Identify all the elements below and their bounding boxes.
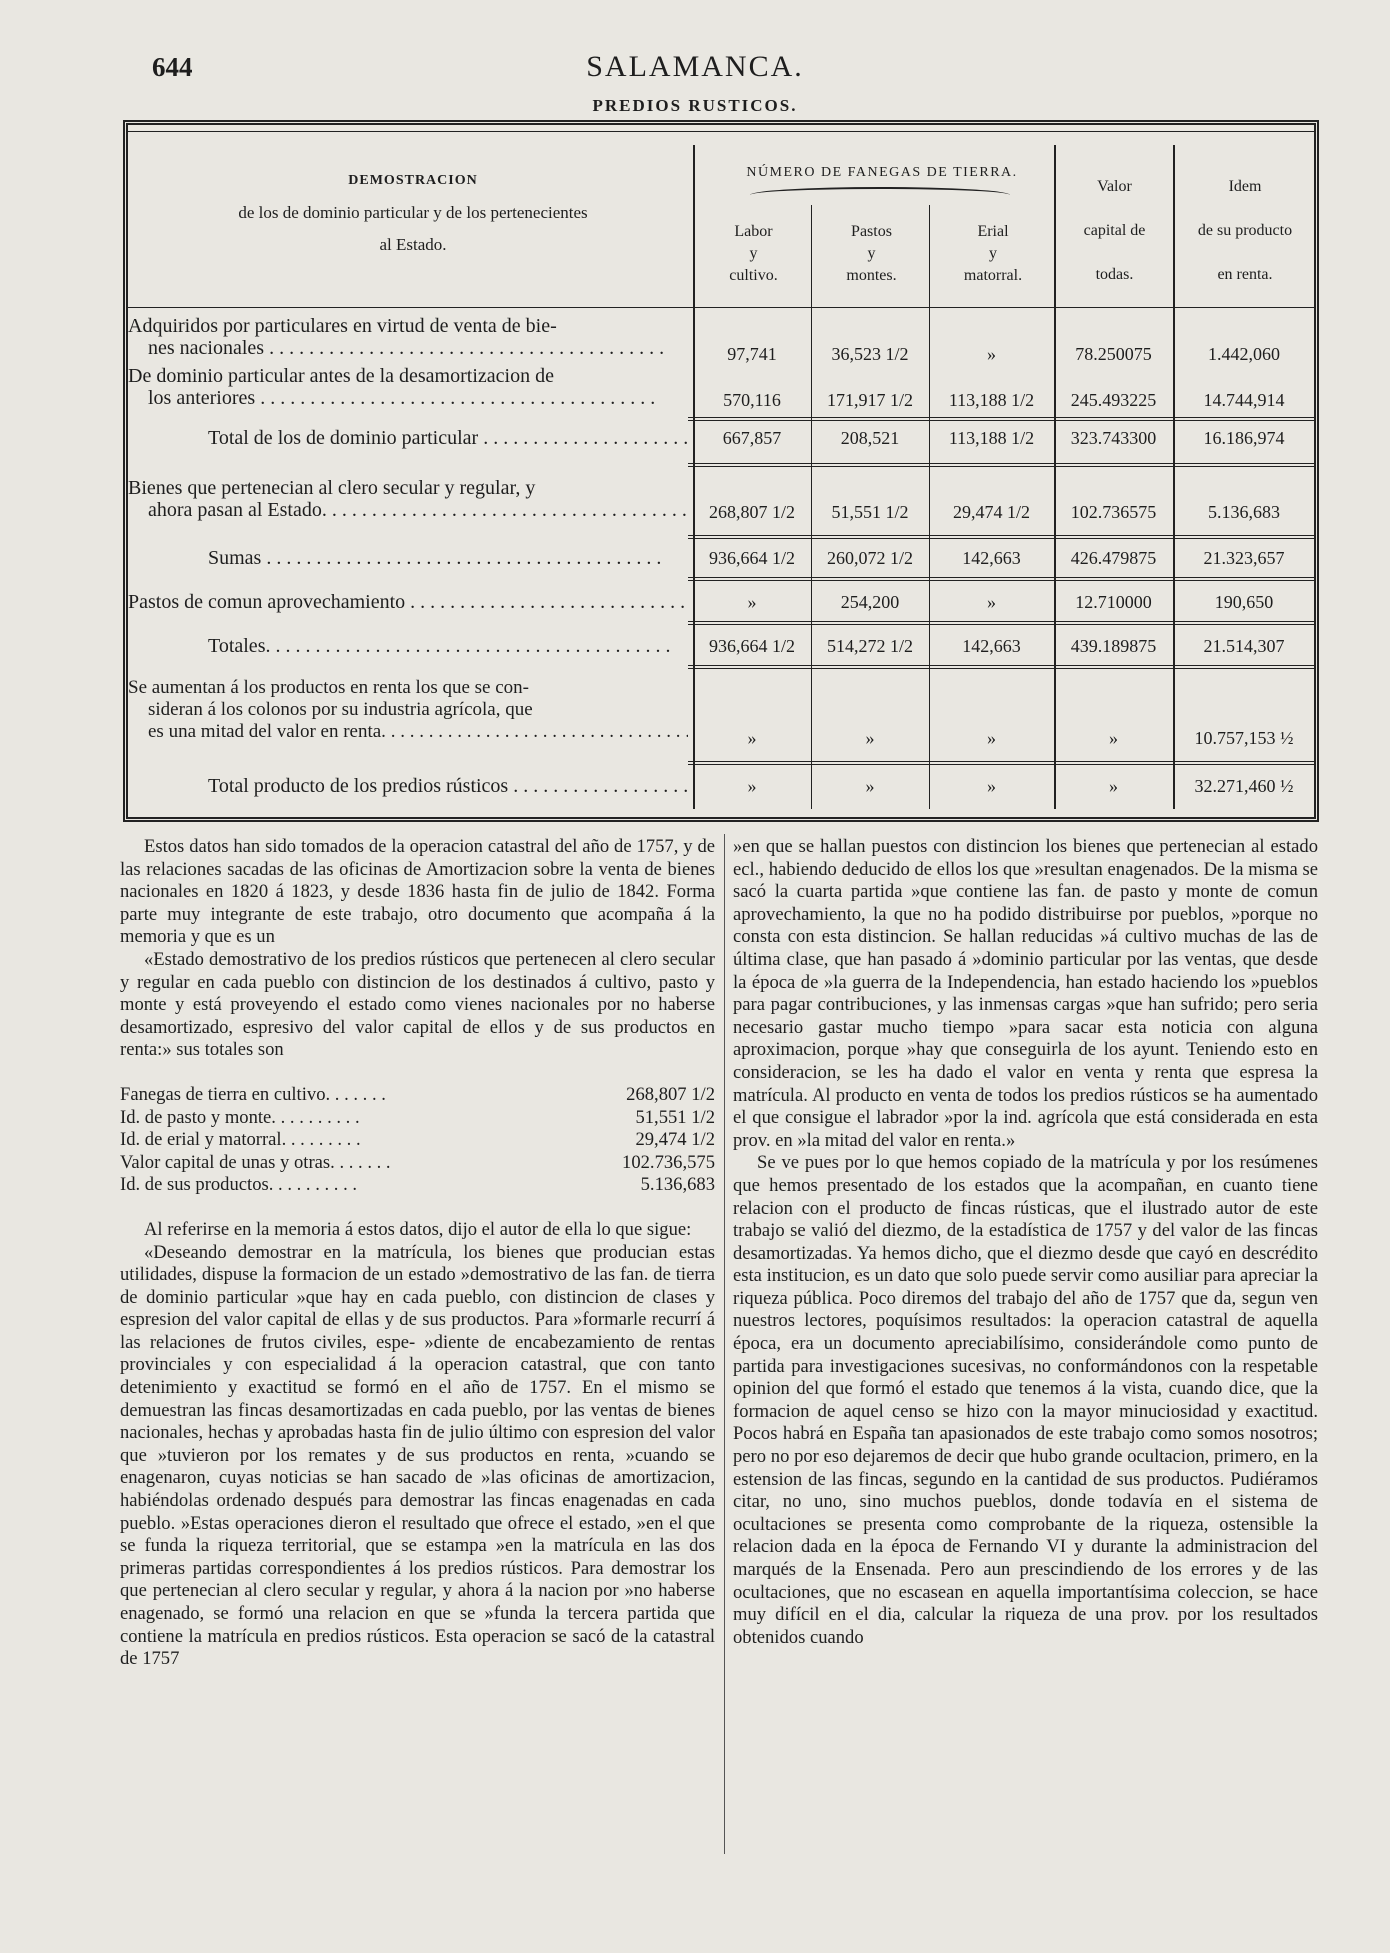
- row-label-line: sideran á los colonos por su industria agrícola, que: [148, 699, 533, 720]
- stat-value: 268,807 1/2: [626, 1083, 715, 1105]
- left-column: [120, 836, 715, 1671]
- cell-pastos: 254,200: [840, 592, 900, 612]
- cell-labor: 97,741: [727, 344, 777, 364]
- cell-renta: 1.442,060: [1208, 344, 1280, 364]
- header-erial-l3: matorral.: [963, 267, 1023, 284]
- row-label: [128, 547, 688, 569]
- cell-labor: 936,664 1/2: [708, 636, 795, 656]
- header-erial: [932, 221, 1054, 287]
- cell-pastos: 171,917 1/2: [826, 390, 913, 410]
- cell-labor: »: [747, 776, 757, 796]
- page-number: 644: [152, 52, 193, 82]
- cell-renta: 16.186,974: [1203, 428, 1285, 448]
- cell-valor: 12.710000: [1075, 592, 1152, 612]
- section-title: PREDIOS RUSTICOS.: [592, 96, 798, 115]
- header-demostracion: [138, 165, 688, 261]
- cell-labor: »: [747, 592, 757, 612]
- column-divider: [724, 834, 725, 1854]
- header-fanegas-group: NÚMERO DE FANEGAS DE TIERRA.: [746, 165, 1018, 180]
- cell-renta: 14.744,914: [1203, 390, 1285, 410]
- row-label: [128, 775, 688, 797]
- row-label-line: Se aumentan á los productos en renta los que se con-: [128, 677, 529, 698]
- cell-erial: »: [987, 776, 996, 796]
- stat-row: [120, 1129, 715, 1152]
- header-pastos-l2: y: [867, 245, 876, 262]
- stat-row: [120, 1107, 715, 1130]
- header-valor: [1056, 165, 1173, 297]
- header-erial-l1: Erial: [977, 223, 1009, 240]
- cell-pastos: »: [865, 776, 875, 796]
- row-rule: [688, 577, 1314, 581]
- cell-valor: 439.189875: [1070, 636, 1157, 656]
- cell-valor: »: [1109, 728, 1118, 748]
- row-rule: [688, 761, 1314, 765]
- table-row: [128, 427, 1314, 467]
- cell-valor: 102.736575: [1070, 502, 1157, 522]
- cell-valor: 245.493225: [1070, 390, 1157, 410]
- row-label: [128, 365, 688, 409]
- stat-label: Id. de erial y matorral. . . . . . . . .: [120, 1129, 361, 1151]
- row-label: [128, 315, 688, 359]
- cell-erial: 113,188 1/2: [948, 390, 1035, 410]
- stat-row: [120, 1084, 715, 1107]
- right-column: [733, 836, 1318, 1649]
- row-label-line: es una mitad del valor en renta.: [148, 721, 386, 742]
- header-pastos-l3: montes.: [846, 267, 897, 284]
- header-subtitle: de los de dominio particular y de los pertenecientes: [238, 203, 588, 222]
- row-label-line: nes nacionales: [148, 337, 265, 359]
- row-rule: [688, 463, 1314, 467]
- table-row: [128, 635, 1314, 675]
- row-label-line: Sumas: [208, 547, 262, 569]
- table-row: [128, 477, 1314, 527]
- cell-pastos: »: [865, 728, 875, 748]
- paragraph: «Estado demostrativo de los predios rústicos que pertenecen al clero secular y regular en cada pueblo con distincion de los destinados á cultivo, pasto y monte y está proveyendo el estado como vienes nacionales por no haberse desamortizado, espresivo del valor capital de ellos y de sus productos en renta:» sus totales son: [120, 948, 715, 1061]
- cell-renta: 21.323,657: [1203, 548, 1285, 568]
- header-labor-l2: y: [749, 245, 758, 262]
- table-row: [128, 547, 1314, 587]
- table-row: [128, 365, 1314, 415]
- row-rule: [688, 665, 1314, 669]
- header-idem-l1: Idem: [1228, 178, 1262, 195]
- stat-label: Id. de pasto y monte. . . . . . . . . .: [120, 1106, 360, 1128]
- cell-erial: 142,663: [962, 548, 1021, 568]
- table-row: [128, 677, 1314, 749]
- running-title: SALAMANCA.: [586, 50, 804, 83]
- cell-valor: »: [1109, 776, 1118, 796]
- header-valor-l3: todas.: [1095, 266, 1134, 283]
- header-brace: [750, 187, 1010, 203]
- row-label: [128, 477, 688, 521]
- cell-labor: 268,807 1/2: [708, 502, 795, 522]
- stat-value: 51,551 1/2: [635, 1106, 715, 1128]
- cell-erial: »: [987, 344, 996, 364]
- cell-renta: 5.136,683: [1208, 502, 1280, 522]
- paragraph: «Deseando demostrar en la matrícula, los bienes que producian estas utilidades, dispuse la formacion de un estado »demostrativo de las fan. de tierra de dominio particular »que hay en cada pueblo, con distincion de clases y espresion del valor capital de ellas y de sus productos. Para »formarle recurrí á las relaciones de frutos civiles, espe- »diente de encabezamiento de rentas provinciales y con especialidad á la operacion catastral, que con tanto detenimiento y exactitud se formó en el año de 1757. En el mismo se demuestran las fincas desamortizadas en cada pueblo, por las ventas de bienes nacionales, hechas y aprobadas hasta fin de julio último con espresion del valor que »tuvieron por los remates y de sus productos en renta, »cuando se enagenaron, cuyas noticias se han sacado de »las oficinas de amortizacion, habiéndolas ordenado después para demostrar las fincas enagenadas en cada pueblo. »Estas operaciones dieron el resultado que ofrece el estado, »en el que se funda la riqueza territorial, que se estampa »en la matrícula en las dos primeras partidas correspondientes á los predios rústicos. Para demostrar los que pertenecian al clero secular y regular, y ahora á la nacion por »no haberse enagenado, se formó una relacion en que se »funda la tercera partida que contiene la matrícula en predios rústicos. Esta operacion se sacó de la catastral de 1757: [120, 1241, 715, 1670]
- stat-value: 5.136,683: [640, 1174, 715, 1196]
- cell-valor: 78.250075: [1075, 344, 1152, 364]
- paragraph: Se ve pues por lo que hemos copiado de la matrícula y por los resúmenes que hemos presentado de los estados que la acompañan, en cuanto tiene relacion con el producto de fincas rústicas, que el ilustrado autor de este trabajo se valió del diezmo, de la estadística de 1757 y del valor de las fincas desamortizadas. Ya hemos dicho, que el diezmo desde que cayó en descrédito esta institucion, es un dato que solo puede servir como ausiliar para apreciar la riqueza pública. Poco diremos del trabajo del año de 1757 que da, segun ven nuestros lectores, poquísimos resultados: la operacion catastral de aquella época, era un documento apreciabilísimo, considerándole como punto de partida para investigaciones sucesivas, no conformándonos con la respetable opinion del que formó el estado que tenemos á la vista, cuando dice, que la formacion de aquel censo se hizo con la mayor minuciosidad y exactitud. Pocos habrá en España tan apasionados de este trabajo como somos nosotros; pero no por eso dejaremos de decir que hubo grande ocultacion, primero, en la estension de las fincas, segundo en la cantidad de sus productos. Pudiéramos citar, no uno, sino muchos pueblos, donde todavía en el sistema de ocultaciones se presenta como comprobante de la riqueza, ostensible la relacion dada en la época de Fernando VI y durante la administracion del marqués de la Ensenada. Pero aun prescindiendo de los errores y de las ocultaciones, que no escasean en aquella importantísima coleccion, se hace muy difícil en el dia, calcular la riqueza de una prov. por los resultados obtenidos cuando: [733, 1152, 1318, 1648]
- table-row: [128, 775, 1314, 815]
- header-erial-l2: y: [989, 245, 997, 262]
- cell-renta: 190,650: [1214, 592, 1274, 612]
- row-rule: [688, 535, 1314, 539]
- cell-erial: 29,474 1/2: [952, 502, 1030, 522]
- cell-erial: 142,663: [962, 636, 1021, 656]
- header-rule: [128, 307, 1314, 308]
- header-idem-l2: de su producto: [1197, 222, 1293, 239]
- row-label-line: Total producto de los predios rústicos: [208, 775, 509, 797]
- cell-valor: 323.743300: [1070, 428, 1157, 448]
- row-label-line: Total de los de dominio particular: [208, 427, 479, 449]
- row-rule: [688, 417, 1314, 421]
- row-label-line: Pastos de comun aprovechamiento: [128, 591, 406, 613]
- row-label-line: los anteriores: [148, 387, 256, 409]
- cell-erial: »: [987, 728, 996, 748]
- cell-erial: »: [987, 592, 996, 612]
- cell-pastos: 260,072 1/2: [826, 548, 913, 568]
- paragraph: Estos datos han sido tomados de la operacion catastral del año de 1757, y de las relaciones sacadas de las oficinas de Amortizacion sobre la venta de bienes nacionales en 1820 á 1823, y desde 1836 hasta fin de julio de 1842. Forma parte muy integrante de este trabajo, otro documento que acompaña á la memoria y que es un: [120, 836, 715, 948]
- cell-labor: »: [747, 728, 757, 748]
- statistics-table: [123, 120, 1319, 822]
- row-label: [128, 635, 688, 657]
- header-labor-l3: cultivo.: [729, 267, 778, 284]
- row-label: [128, 677, 688, 743]
- cell-labor: 936,664 1/2: [708, 548, 795, 568]
- header-idem-l3: en renta.: [1217, 266, 1273, 283]
- row-label-line: De dominio particular antes de la desamortizacion de: [128, 365, 554, 387]
- row-label-line: Totales.: [208, 635, 271, 657]
- cell-pastos: 36,523 1/2: [831, 344, 909, 364]
- table-row: [128, 591, 1314, 631]
- stat-label: Valor capital de unas y otras. . . . . . .: [120, 1151, 391, 1173]
- stat-label: Fanegas de tierra en cultivo. . . . . . .: [120, 1083, 386, 1105]
- header-caption: DEMOSTRACION: [348, 173, 478, 188]
- cell-renta: 10.757,153 ½: [1194, 728, 1294, 748]
- header-valor-l1: Valor: [1097, 178, 1132, 195]
- cell-renta: 21.514,307: [1203, 636, 1285, 656]
- header-valor-l2: capital de: [1083, 222, 1146, 239]
- cell-pastos: 51,551 1/2: [831, 502, 909, 522]
- header-labor-l1: Labor: [734, 223, 773, 240]
- paragraph: »en que se hallan puestos con distincion los bienes que pertenecian al estado ecl., habiendo deducido de ellos los que »resultan enagenados. De la misma se sacó la cuarta partida »que contiene las fan. de pasto y monte de comun aprovechamiento, la que no ha podido distribuirse por pueblos, »porque no consta con esta distincion. Se hallan reducidas »á cultivo muchas de las de última clase, que han pasado á »dominio particular por las ventas, que desde la época de »la guerra de la Independencia, han estado haciendo los »pueblos para pagar contribuciones, y las inmensas cargas »que han sufrido; pero seria necesario gastar mucho tiempo »para sacar esta noticia con alguna aproximacion, porque »hay que conseguirla de los ayunt. Teniendo esto en consideracion, se les ha dado el valor en venta y renta que espresa la matrícula. Al producto en venta de todos los predios rústicos se ha aumentado el que consigue el labrador »por la ind. agrícola que está considerada en esta prov. en »la mitad del valor en renta.»: [733, 836, 1318, 1151]
- row-label-line: Bienes que pertenecian al clero secular y regular, y: [128, 477, 536, 499]
- stat-row: [120, 1174, 715, 1197]
- stat-label: Id. de sus productos. . . . . . . . . .: [120, 1174, 358, 1196]
- cell-labor: 667,857: [722, 428, 782, 448]
- cell-erial: 113,188 1/2: [948, 428, 1035, 448]
- row-label: [128, 427, 688, 449]
- stat-value: 102.736,575: [622, 1151, 715, 1173]
- cell-valor: 426.479875: [1070, 548, 1157, 568]
- row-rule: [688, 621, 1314, 625]
- cell-pastos: 208,521: [840, 428, 900, 448]
- cell-labor: 570,116: [723, 390, 781, 410]
- header-pastos: [814, 221, 929, 287]
- row-label-line: Adquiridos por particulares en virtud de venta de bie-: [128, 315, 557, 337]
- header-pastos-l1: Pastos: [851, 223, 892, 240]
- stats-list: [120, 1084, 715, 1197]
- row-label: [128, 591, 688, 613]
- header-subtitle-2: al Estado.: [379, 235, 447, 254]
- paragraph: Al referirse en la memoria á estos datos, dijo el autor de ella lo que sigue:: [144, 1218, 692, 1240]
- cell-pastos: 514,272 1/2: [826, 636, 913, 656]
- cell-renta: 32.271,460 ½: [1194, 776, 1294, 796]
- header-idem: [1175, 165, 1315, 297]
- stat-row: [120, 1152, 715, 1175]
- row-label-line: ahora pasan al Estado.: [148, 499, 327, 521]
- header-labor: [696, 221, 811, 287]
- stat-value: 29,474 1/2: [635, 1129, 715, 1151]
